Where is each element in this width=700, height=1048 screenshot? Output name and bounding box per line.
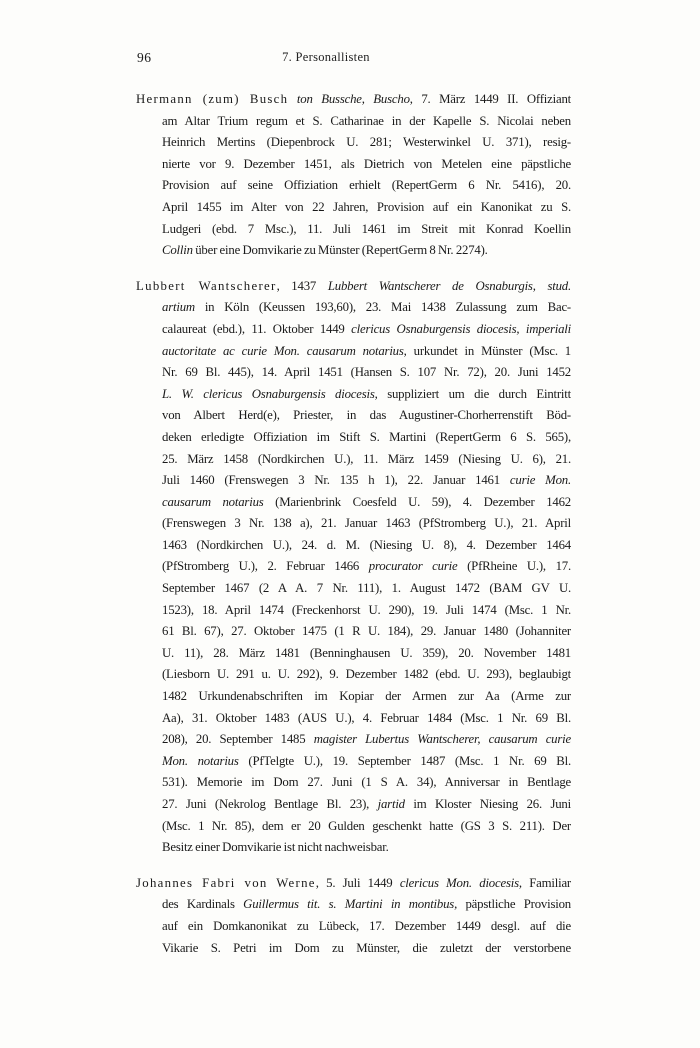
body-text: Heinrich Mertins (Diepenbrock U. 281; Westerwinkel U. 371), resig- [162,135,571,150]
body-text: (Liesborn U. 291 u. U. 292), 9. Dezember 1482 (ebd. U. 293), beglaubigt [162,667,571,682]
body-text: 208), 20. September 1485 [162,732,314,747]
body-text: (PfTelgte U.), 19. September 1487 (Msc. 1 Nr. 69 Bl. [238,753,571,768]
body-text: am Altar Trium regum et S. Catharinae in der Kapelle S. Nicolai neben [162,113,571,128]
body-text: 1523), 18. April 1474 (Freckenhorst U. 290), 19. Juli 1474 (Msc. 1 Nr. [162,602,571,617]
page-header [136,50,571,68]
page-number: 96 [137,50,152,65]
text-line [136,643,571,665]
text-line [136,219,571,241]
italic-text: clericus Osnaburgensis diocesis, imperiali [351,321,571,336]
body-text: deken erledigte Offiziation im Stift S. Martini (RepertGerm 6 S. 565), [162,429,571,444]
italic-text: curie Mon. [509,473,571,488]
body-text: Nr. 69 Bl. 445), 14. April 1451 (Hansen S. 107 Nr. 72), 20. Juni 1452 [162,365,571,380]
text-line [136,89,571,111]
entry-paragraph [136,873,571,959]
entry-paragraph [136,89,571,262]
body-text: 27. Juni (Nekrolog Bentlage Bl. 23), [162,797,378,811]
body-text: des Kardinals [162,897,244,912]
text-line [136,197,571,219]
body-text: 1463 (Nordkirchen U.), 24. d. M. (Niesing U. 8), 4. Dezember 1464 [162,537,571,552]
body-text: (PfStromberg U.), 2. Februar 1466 [162,559,369,574]
body-text: (PfRheine U.), 17. [457,559,571,574]
entries [136,89,571,973]
text-line [136,894,571,916]
body-text: über eine Domvikarie zu Münster (RepertGerm 8 Nr. 2274). [192,243,488,258]
body-text: calaureat (ebd.), 11. Oktober 1449 [162,321,352,336]
text-line [136,132,571,154]
body-text: April 1455 im Alter von 22 Jahren, Provision auf ein Kanonikat zu S. [162,199,571,214]
text-line [136,794,571,816]
italic-text: jartid [377,797,405,811]
text-line [136,664,571,686]
italic-text: ton Bussche, Buscho [296,92,410,106]
body-text: 61 Bl. 67), 27. Oktober 1475 (1 R U. 184), 29. Januar 1480 (Johanniter [162,624,571,639]
italic-text: Guillermus tit. s. Martini in montibus, [243,897,458,912]
text-line [136,175,571,197]
text-line [136,873,571,895]
text-line [136,729,571,751]
body-text: 1482 Urkundenabschriften im Kopiar der Armen zur Aa (Arme zur [162,689,571,704]
body-text: (Marienbrink Coesfeld U. 59), 4. Dezember 1462 [263,494,571,509]
entry-paragraph [136,276,571,859]
body-text: , 1437 [276,278,328,293]
text-line [136,405,571,427]
body-text [288,92,297,106]
italic-text: procurator curie [368,559,458,574]
text-line [136,111,571,133]
text-line [136,837,571,859]
body-text: Provision auf seine Offiziation erhielt (RepertGerm 6 Nr. 5416), 20. [162,178,571,193]
text-line [136,470,571,492]
body-text: Juli 1460 (Frenswegen 3 Nr. 135 h 1), 22. Januar 1461 [162,473,510,488]
person-name: Johannes Fabri von Werne [136,875,316,890]
body-text: auf ein Domkanonikat zu Lübeck, 17. Dezember 1449 desgl. auf die [162,918,571,933]
text-line [136,276,571,298]
text-line [136,362,571,384]
body-text: U. 11), 28. März 1481 (Benninghausen U. 359), 20. November 1481 [162,645,571,660]
text-line [136,427,571,449]
italic-text: clericus Mon. diocesis, [399,875,522,890]
body-text: (Msc. 1 Nr. 85), dem er 20 Gulden geschenkt hatte (GS 3 S. 211). Der [162,818,571,833]
running-title: 7. Personallisten [282,50,370,64]
text-line [136,751,571,773]
italic-text: causarum notarius [162,494,264,509]
text-line [136,938,571,960]
text-line [136,600,571,622]
text-line [136,535,571,557]
italic-text: magister Lubertus Wantscherer, causarum curie [313,732,571,747]
body-text: 531). Memorie im Dom 27. Juni (1 S A. 34), Anniversar in Bentlage [162,775,571,790]
body-text: Aa), 31. Oktober 1483 (AUS U.), 4. Februar 1484 (Msc. 1 Nr. 69 Bl. [162,710,571,725]
body-text: September 1467 (2 A A. 7 Nr. 111), 1. August 1472 (BAM GV U. [162,581,571,596]
person-name: Hermann (zum) Busch [136,92,289,106]
text-line [136,384,571,406]
body-text: , 7. März 1449 II. Offiziant [409,92,571,106]
body-text: Besitz einer Domvikarie ist nicht nachweisbar. [162,840,389,855]
text-line [136,341,571,363]
italic-text: Mon. notarius [162,753,239,768]
text-line [136,578,571,600]
text-line [136,492,571,514]
text-line [136,154,571,176]
italic-text: Collin [162,243,193,258]
body-text: Vikarie S. Petri im Dom zu Münster, die zuletzt der verstorbene [162,940,571,955]
text-line [136,772,571,794]
body-text: 25. März 1458 (Nordkirchen U.), 11. März 1459 (Niesing U. 6), 21. [162,451,571,466]
text-line [136,297,571,319]
italic-text: Lubbert Wantscherer de Osnaburgis, stud. [327,278,571,293]
italic-text: artium [162,300,195,315]
text-line [136,319,571,341]
body-text: urkundet in Münster (Msc. 1 [406,343,571,358]
text-line [136,816,571,838]
body-text: Ludgeri (ebd. 7 Msc.), 11. Juli 1461 im Streit mit Konrad Koellin [162,221,571,236]
text-line [136,240,571,262]
body-text: päpstliche Provision [457,897,571,912]
text-line [136,449,571,471]
body-text: Familiar [521,875,571,890]
text-line [136,916,571,938]
text-line [136,556,571,578]
text-line [136,708,571,730]
person-name: Lubbert Wantscherer [136,278,277,293]
italic-text: auctoritate ac curie Mon. causarum notarius, [162,343,407,358]
body-text: , 5. Juli 1449 [315,875,400,890]
body-text: von Albert Herd(e), Priester, in das Augustiner-Chorherrenstift Böd- [162,408,571,423]
body-text: in Köln (Keussen 193,60), 23. Mai 1438 Zulassung zum Bac- [194,300,571,315]
text-line [136,686,571,708]
body-text: nierte vor 9. Dezember 1451, als Dietrich von Metelen eine päpstliche [162,156,571,171]
body-text: suppliziert um die durch Eintritt [377,386,571,401]
italic-text: L. W. clericus Osnaburgensis diocesis, [162,386,378,401]
body-text: (Frenswegen 3 Nr. 138 a), 21. Januar 1463 (PfStromberg U.), 21. April [162,516,571,531]
text-line [136,513,571,535]
body-text: im Kloster Niesing 26. Juni [404,797,571,811]
text-line [136,621,571,643]
